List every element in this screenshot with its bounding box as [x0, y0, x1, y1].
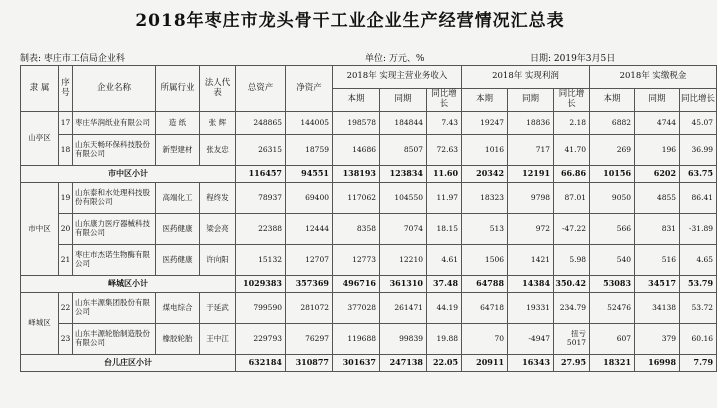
rev-cell: 117062: [333, 183, 380, 214]
rep-cell: 王中江: [200, 324, 236, 355]
profit-prev-cell: 1421: [508, 245, 554, 276]
subtotal-net-cell: 310877: [286, 355, 333, 372]
industry-cell: 高端化工: [156, 183, 200, 214]
tax-cell: 540: [590, 245, 635, 276]
subtotal-tax-prev-cell: 34517: [635, 276, 680, 293]
rev-g-cell: 19.88: [427, 324, 462, 355]
header-tax-prev: 同期: [635, 89, 680, 112]
net-cell: 76297: [286, 324, 333, 355]
assets-cell: 78937: [236, 183, 286, 214]
table-row: [21, 183, 717, 214]
profit-cell: 64718: [462, 293, 508, 324]
unit-label: 单位: 万元、%: [365, 54, 425, 64]
header-belong: 隶 属: [21, 66, 59, 112]
assets-cell: 26315: [236, 135, 286, 166]
rev-prev-cell: 7074: [380, 214, 427, 245]
subtotal-profit-cell: 64788: [462, 276, 508, 293]
tax-prev-cell: 4855: [635, 183, 680, 214]
header-company: 企业名称: [73, 66, 156, 112]
assets-cell: 15132: [236, 245, 286, 276]
profit-g-cell: 5.98: [554, 245, 590, 276]
assets-cell: 229793: [236, 324, 286, 355]
seq-cell: 19: [59, 183, 73, 214]
subtotal-profit-g-cell: 350.42: [554, 276, 590, 293]
net-cell: 12444: [286, 214, 333, 245]
company-cell: 山东康力医疗器械科技有限公司: [73, 214, 156, 245]
rev-cell: 119688: [333, 324, 380, 355]
tax-g-cell: 86.41: [680, 183, 717, 214]
header-assets: 总资产: [236, 66, 286, 112]
company-cell: 山东丰源集团股份有限公司: [73, 293, 156, 324]
header-rev-prev: 同期: [380, 89, 427, 112]
industry-cell: 医药健康: [156, 214, 200, 245]
subtotal-profit-g-cell: 66.86: [554, 166, 590, 183]
net-cell: 12707: [286, 245, 333, 276]
tax-g-cell: 45.07: [680, 112, 717, 135]
rep-cell: 梁会亮: [200, 214, 236, 245]
subtotal-profit-cell: 20342: [462, 166, 508, 183]
subtotal-tax-g-cell: 53.79: [680, 276, 717, 293]
rev-prev-cell: 12210: [380, 245, 427, 276]
company-cell: 枣庄市杰诺生物酶有限公司: [73, 245, 156, 276]
subtotal-rev-g-cell: 37.48: [427, 276, 462, 293]
subtotal-rev-prev-cell: 123834: [380, 166, 427, 183]
header-row-top: [21, 66, 717, 89]
rev-g-cell: 44.19: [427, 293, 462, 324]
header-seq: 序号: [59, 66, 73, 112]
profit-cell: 1506: [462, 245, 508, 276]
table-row: [21, 112, 717, 135]
rev-g-cell: 4.61: [427, 245, 462, 276]
subtotal-tax-cell: 53083: [590, 276, 635, 293]
profit-prev-cell: -4947: [508, 324, 554, 355]
net-cell: 18759: [286, 135, 333, 166]
page-title: 2018年枣庄市龙头骨干工业企业生产经营情况汇总表: [135, 11, 565, 31]
tax-prev-cell: 379: [635, 324, 680, 355]
subtotal-label: 峄城区小计: [21, 276, 236, 293]
profit-cell: 1016: [462, 135, 508, 166]
subtotal-tax-cell: 10156: [590, 166, 635, 183]
subtotal-profit-prev-cell: 14384: [508, 276, 554, 293]
profit-cell: 70: [462, 324, 508, 355]
rev-cell: 14686: [333, 135, 380, 166]
rev-cell: 377028: [333, 293, 380, 324]
header-net: 净资产: [286, 66, 333, 112]
tax-g-cell: 36.99: [680, 135, 717, 166]
industry-cell: 医药健康: [156, 245, 200, 276]
profit-g-cell: 扭亏 5017: [554, 324, 590, 355]
assets-cell: 799590: [236, 293, 286, 324]
subtotal-net-cell: 357369: [286, 276, 333, 293]
subtotal-rev-cell: 301637: [333, 355, 380, 372]
profit-prev-cell: 19331: [508, 293, 554, 324]
seq-cell: 22: [59, 293, 73, 324]
rep-cell: 张友忠: [200, 135, 236, 166]
subtotal-assets-cell: 1029383: [236, 276, 286, 293]
industry-cell: 橡胶轮胎: [156, 324, 200, 355]
profit-prev-cell: 9798: [508, 183, 554, 214]
subtotal-profit-cell: 20911: [462, 355, 508, 372]
subtotal-rev-prev-cell: 361310: [380, 276, 427, 293]
region-cell: 山亭区: [21, 112, 59, 166]
rep-cell: 程终发: [200, 183, 236, 214]
header-profit-cur: 本期: [462, 89, 508, 112]
header-rev-cur: 本期: [333, 89, 380, 112]
rev-g-cell: 18.15: [427, 214, 462, 245]
report-table: [20, 65, 717, 372]
header-profit-group: 2018年 实现利润: [462, 66, 590, 89]
subtotal-rev-prev-cell: 247138: [380, 355, 427, 372]
header-profit-growth: 同比增长: [554, 89, 590, 112]
subtotal-tax-g-cell: 63.75: [680, 166, 717, 183]
profit-cell: 513: [462, 214, 508, 245]
rep-cell: 许向阳: [200, 245, 236, 276]
profit-g-cell: 234.79: [554, 293, 590, 324]
subtotal-tax-prev-cell: 6202: [635, 166, 680, 183]
seq-cell: 17: [59, 112, 73, 135]
table-row: [21, 214, 717, 245]
profit-g-cell: 2.18: [554, 112, 590, 135]
rev-g-cell: 11.97: [427, 183, 462, 214]
tax-cell: 269: [590, 135, 635, 166]
header-industry: 所属行业: [156, 66, 200, 112]
subtotal-profit-prev-cell: 12191: [508, 166, 554, 183]
tax-prev-cell: 4744: [635, 112, 680, 135]
subtotal-rev-cell: 138193: [333, 166, 380, 183]
subtotal-row: [21, 166, 717, 183]
seq-cell: 21: [59, 245, 73, 276]
tax-g-cell: -31.89: [680, 214, 717, 245]
subtotal-label: 市中区小计: [21, 166, 236, 183]
profit-cell: 19247: [462, 112, 508, 135]
subtotal-rev-g-cell: 11.60: [427, 166, 462, 183]
tax-prev-cell: 34138: [635, 293, 680, 324]
subtotal-profit-g-cell: 27.95: [554, 355, 590, 372]
table-row: [21, 324, 717, 355]
subtotal-assets-cell: 116457: [236, 166, 286, 183]
org-label: 制表: 枣庄市工信局企业科: [20, 54, 125, 64]
region-cell: 市中区: [21, 183, 59, 276]
profit-g-cell: -47.22: [554, 214, 590, 245]
assets-cell: 248865: [236, 112, 286, 135]
seq-cell: 20: [59, 214, 73, 245]
subtotal-net-cell: 94551: [286, 166, 333, 183]
industry-cell: 造 纸: [156, 112, 200, 135]
date-label: 日期: 2019年3月5日: [530, 54, 616, 64]
subtotal-tax-prev-cell: 16998: [635, 355, 680, 372]
subtotal-row: [21, 276, 717, 293]
subtotal-tax-cell: 18321: [590, 355, 635, 372]
net-cell: 281072: [286, 293, 333, 324]
subtotal-row: [21, 355, 717, 372]
tax-prev-cell: 516: [635, 245, 680, 276]
rep-cell: 张 辉: [200, 112, 236, 135]
header-tax-growth: 同比增长: [680, 89, 717, 112]
tax-cell: 566: [590, 214, 635, 245]
tax-prev-cell: 196: [635, 135, 680, 166]
table-row: [21, 135, 717, 166]
assets-cell: 22388: [236, 214, 286, 245]
rev-cell: 12773: [333, 245, 380, 276]
header-rev-growth: 同比增长: [427, 89, 462, 112]
company-cell: 枣庄华润纸业有限公司: [73, 112, 156, 135]
seq-cell: 18: [59, 135, 73, 166]
rev-g-cell: 72.63: [427, 135, 462, 166]
company-cell: 山东天畅环保科技股份有限公司: [73, 135, 156, 166]
header-tax-cur: 本期: [590, 89, 635, 112]
tax-g-cell: 4.65: [680, 245, 717, 276]
company-cell: 山东丰源轮胎制造股份有限公司: [73, 324, 156, 355]
tax-g-cell: 53.72: [680, 293, 717, 324]
rev-prev-cell: 8507: [380, 135, 427, 166]
net-cell: 69400: [286, 183, 333, 214]
subtotal-rev-cell: 496716: [333, 276, 380, 293]
rev-cell: 198578: [333, 112, 380, 135]
table-row: [21, 293, 717, 324]
profit-prev-cell: 972: [508, 214, 554, 245]
subtotal-rev-g-cell: 22.05: [427, 355, 462, 372]
rev-prev-cell: 184844: [380, 112, 427, 135]
company-cell: 山东泰和水处理科技股份有限公司: [73, 183, 156, 214]
subtotal-assets-cell: 632184: [236, 355, 286, 372]
tax-cell: 6882: [590, 112, 635, 135]
profit-g-cell: 41.70: [554, 135, 590, 166]
tax-g-cell: 60.16: [680, 324, 717, 355]
rev-prev-cell: 261471: [380, 293, 427, 324]
net-cell: 144005: [286, 112, 333, 135]
industry-cell: 新型建材: [156, 135, 200, 166]
rev-prev-cell: 99839: [380, 324, 427, 355]
table-row: [21, 245, 717, 276]
header-profit-prev: 同期: [508, 89, 554, 112]
rev-g-cell: 7.43: [427, 112, 462, 135]
profit-cell: 18323: [462, 183, 508, 214]
tax-cell: 52476: [590, 293, 635, 324]
header-rep: 法人代表: [200, 66, 236, 112]
profit-g-cell: 87.01: [554, 183, 590, 214]
subtotal-tax-g-cell: 7.79: [680, 355, 717, 372]
profit-prev-cell: 18836: [508, 112, 554, 135]
subtotal-profit-prev-cell: 16343: [508, 355, 554, 372]
header-tax-group: 2018年 实缴税金: [590, 66, 717, 89]
subtotal-label: 台儿庄区小计: [21, 355, 236, 372]
rev-prev-cell: 104550: [380, 183, 427, 214]
rev-cell: 8358: [333, 214, 380, 245]
tax-prev-cell: 831: [635, 214, 680, 245]
industry-cell: 煤电综合: [156, 293, 200, 324]
tax-cell: 9050: [590, 183, 635, 214]
seq-cell: 23: [59, 324, 73, 355]
region-cell: 峄城区: [21, 293, 59, 355]
header-revenue-group: 2018年 实现主营业务收入: [333, 66, 462, 89]
rep-cell: 于延武: [200, 293, 236, 324]
profit-prev-cell: 717: [508, 135, 554, 166]
tax-cell: 607: [590, 324, 635, 355]
